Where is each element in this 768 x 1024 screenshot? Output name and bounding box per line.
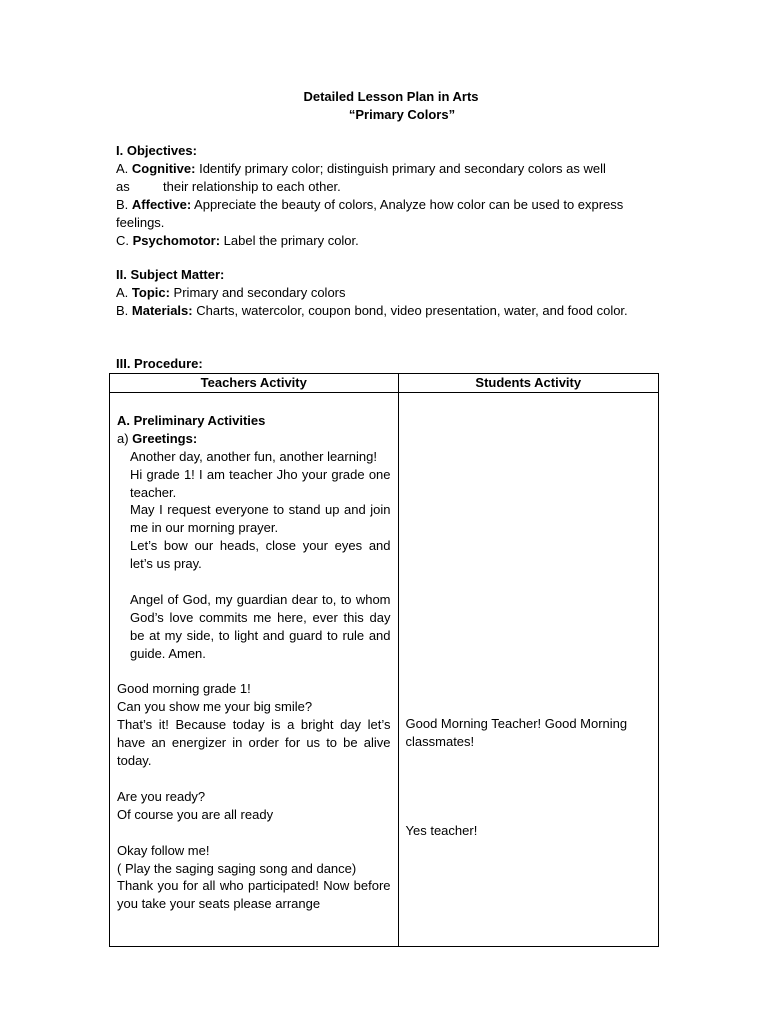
teacher-line-9: Of course you are all ready xyxy=(117,806,274,822)
teacher-line-8: Are you ready? xyxy=(117,788,206,804)
student-response-1: Good Morning Teacher! Good Morning classmates! xyxy=(405,715,628,749)
teacher-line-11: ( Play the saging saging song and dance) xyxy=(117,860,357,876)
teachers-activity-header: Teachers Activity xyxy=(110,374,399,393)
affective-label: Affective: xyxy=(131,196,192,212)
materials-text: Charts, watercolor, coupon bond, video presentation, water, and food color. xyxy=(192,302,628,318)
teacher-line-10: Okay follow me! xyxy=(117,842,210,858)
psychomotor-text: Label the primary color. xyxy=(220,232,359,248)
teacher-line-7: That’s it! Because today is a bright day let’s have an energizer in order for us to be alive today. xyxy=(117,717,391,769)
cognitive-prefix: A. xyxy=(116,160,132,176)
topic-prefix: A. xyxy=(116,284,132,300)
greetings-label: Greetings: xyxy=(132,430,198,446)
table-header-row xyxy=(110,374,659,393)
procedure-table xyxy=(109,373,659,947)
materials-label: Materials: xyxy=(131,302,193,318)
objective-affective xyxy=(116,196,656,232)
procedure-heading xyxy=(116,355,656,373)
cognitive-label: Cognitive: xyxy=(131,160,196,176)
document-title: Detailed Lesson Plan in Arts xyxy=(303,89,479,104)
objective-cognitive-continued xyxy=(116,178,656,196)
objective-psychomotor xyxy=(116,232,656,250)
greetings-line xyxy=(117,430,391,448)
cognitive-cont-a: as xyxy=(116,178,130,194)
teacher-line-12: Thank you for all who participated! Now before you take your seats please arrange xyxy=(117,878,391,912)
title-block xyxy=(0,88,768,124)
greetings-prefix: a) xyxy=(117,430,133,446)
subject-materials xyxy=(116,302,656,320)
teacher-line-1: Another day, another fun, another learning! xyxy=(130,448,377,464)
topic-label: Topic: xyxy=(131,284,170,300)
subject-matter-heading: II. Subject Matter: xyxy=(116,267,225,282)
teacher-line-6: Can you show me your big smile? xyxy=(117,699,313,715)
cognitive-cont-b: their relationship to each other. xyxy=(163,178,341,194)
table-row xyxy=(110,392,659,946)
materials-prefix: B. xyxy=(116,302,132,318)
teacher-line-3: May I request everyone to stand up and join me in our morning prayer. xyxy=(130,502,391,536)
affective-text: Appreciate the beauty of colors, Analyze how color can be used to express feelings. xyxy=(116,196,624,230)
objectives-heading: I. Objectives: xyxy=(116,143,197,158)
student-response-2: Yes teacher! xyxy=(405,822,478,838)
teacher-line-5: Good morning grade 1! xyxy=(117,681,251,697)
teacher-line-4: Let’s bow our heads, close your eyes and let’s us pray. xyxy=(130,538,391,572)
students-cell xyxy=(398,392,658,946)
prayer-text: Angel of God, my guardian dear to, to whom God’s love commits me here, ever this day be at my side, to light and guard to rule and guide. Amen. xyxy=(130,591,391,661)
document-subtitle: “Primary Colors” xyxy=(348,106,456,122)
affective-prefix: B. xyxy=(116,196,132,212)
objectives-section xyxy=(116,142,656,249)
topic-text: Primary and secondary colors xyxy=(169,284,346,300)
preliminary-activities: A. Preliminary Activities xyxy=(117,412,266,428)
procedure-heading-text: III. Procedure: xyxy=(116,356,203,371)
cognitive-text: Identify primary color; distinguish primary and secondary colors as well xyxy=(195,160,606,176)
objective-cognitive xyxy=(116,160,656,178)
subject-topic xyxy=(116,284,656,302)
psychomotor-label: Psychomotor: xyxy=(132,232,221,248)
teacher-cell xyxy=(110,392,399,946)
students-activity-header: Students Activity xyxy=(398,374,658,393)
teacher-line-2: Hi grade 1! I am teacher Jho your grade one teacher. xyxy=(130,466,391,500)
subject-matter-section xyxy=(116,266,656,320)
psychomotor-prefix: C. xyxy=(116,232,133,248)
